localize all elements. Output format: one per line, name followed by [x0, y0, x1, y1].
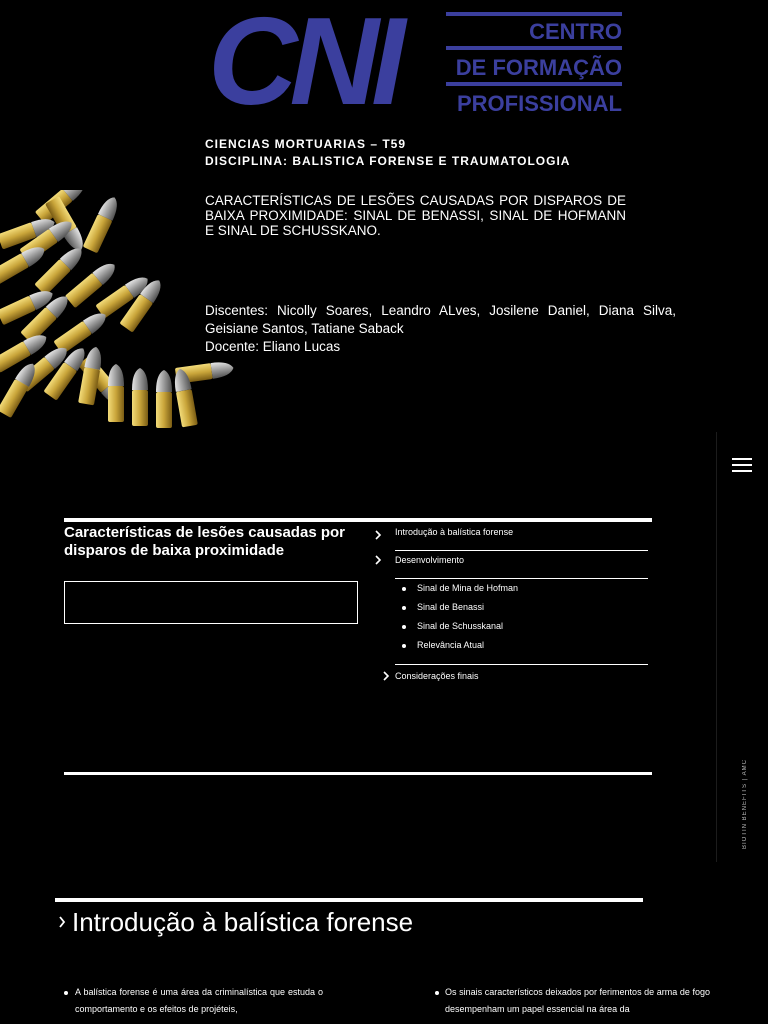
hamburger-menu-icon[interactable]	[732, 458, 752, 474]
logo-line-2: DE FORMAÇÃO	[455, 55, 622, 80]
intro-slide	[0, 862, 768, 1024]
teacher-name: Docente: Eliano Lucas	[205, 339, 341, 354]
index-top-rule	[64, 518, 652, 522]
logo-bar-mid2	[446, 82, 622, 86]
bullet-dot	[402, 587, 406, 591]
bullet-dot	[402, 606, 406, 610]
logo-bar-mid	[446, 46, 622, 50]
authors-block	[205, 302, 676, 356]
bullet-dot	[64, 991, 68, 995]
toc-divider	[395, 664, 648, 665]
chevron-right-icon	[374, 555, 382, 565]
intro-paragraph-left: A balística forense é uma área da criminalística que estuda o comportamento e os efeitos de projéteis,	[75, 987, 323, 1014]
logo-letters: CNI	[208, 0, 398, 131]
intro-title: Introdução à balística forense	[72, 907, 414, 937]
toc-divider	[395, 550, 648, 551]
toc-item-conclusion[interactable]: Considerações finais	[395, 671, 479, 681]
bullet-dot	[402, 625, 406, 629]
toc-subitem-benassi[interactable]: Sinal de Benassi	[417, 602, 485, 612]
cover-slide	[0, 0, 768, 432]
index-title: Características de lesões causadas por disparos de baixa proximidade	[64, 524, 345, 559]
intro-paragraph-right: Os sinais característicos deixados por ferimentos de arma de fogo desempenham um papel essencial na área da	[445, 987, 710, 1014]
bullet-dot	[435, 991, 439, 995]
students-list: Discentes: Nicolly Soares, Leandro ALves, Josilene Daniel, Diana Silva, Geisiane Santos, Tatiane Saback	[205, 303, 676, 336]
index-slide	[0, 432, 768, 862]
logo-bar-top	[446, 12, 622, 16]
course-info	[205, 136, 570, 170]
toc-item-development[interactable]: Desenvolvimento	[395, 555, 465, 565]
chevron-right-icon	[382, 671, 390, 681]
toc-subitem-hofman[interactable]: Sinal de Mina de Hofman	[417, 583, 519, 593]
toc-subitem-relevancia[interactable]: Relevância Atual	[417, 640, 485, 650]
logo-line-1: CENTRO	[529, 19, 622, 44]
bullet-dot	[402, 644, 406, 648]
index-bottom-rule	[64, 772, 652, 775]
cover-title: CARACTERÍSTICAS DE LESÕES CAUSADAS POR DISPAROS DE BAIXA PROXIMIDADE: SINAL DE BENASSI, SINAL DE HOFMANN E SINAL DE SCHUSSKANO.	[205, 193, 626, 238]
logo-line-3: PROFISSIONAL	[456, 91, 622, 116]
side-caption: BIOTIN BENEFITS | AMC	[742, 759, 748, 849]
side-divider	[716, 432, 717, 862]
bullets-image	[0, 190, 245, 432]
course-discipline: DISCIPLINA: BALISTICA FORENSE E TRAUMATOLOGIA	[205, 154, 571, 168]
toc-divider	[395, 578, 648, 579]
chevron-right-icon	[58, 916, 66, 928]
chevron-right-icon	[374, 530, 382, 540]
toc-item-intro[interactable]: Introdução à balística forense	[395, 527, 514, 537]
toc-subitem-schusskanal[interactable]: Sinal de Schusskanal	[417, 621, 504, 631]
cni-logo	[208, 0, 628, 131]
course-name: CIENCIAS MORTUARIAS – T59	[205, 137, 407, 151]
index-empty-box	[64, 581, 358, 624]
intro-top-rule	[55, 898, 643, 902]
